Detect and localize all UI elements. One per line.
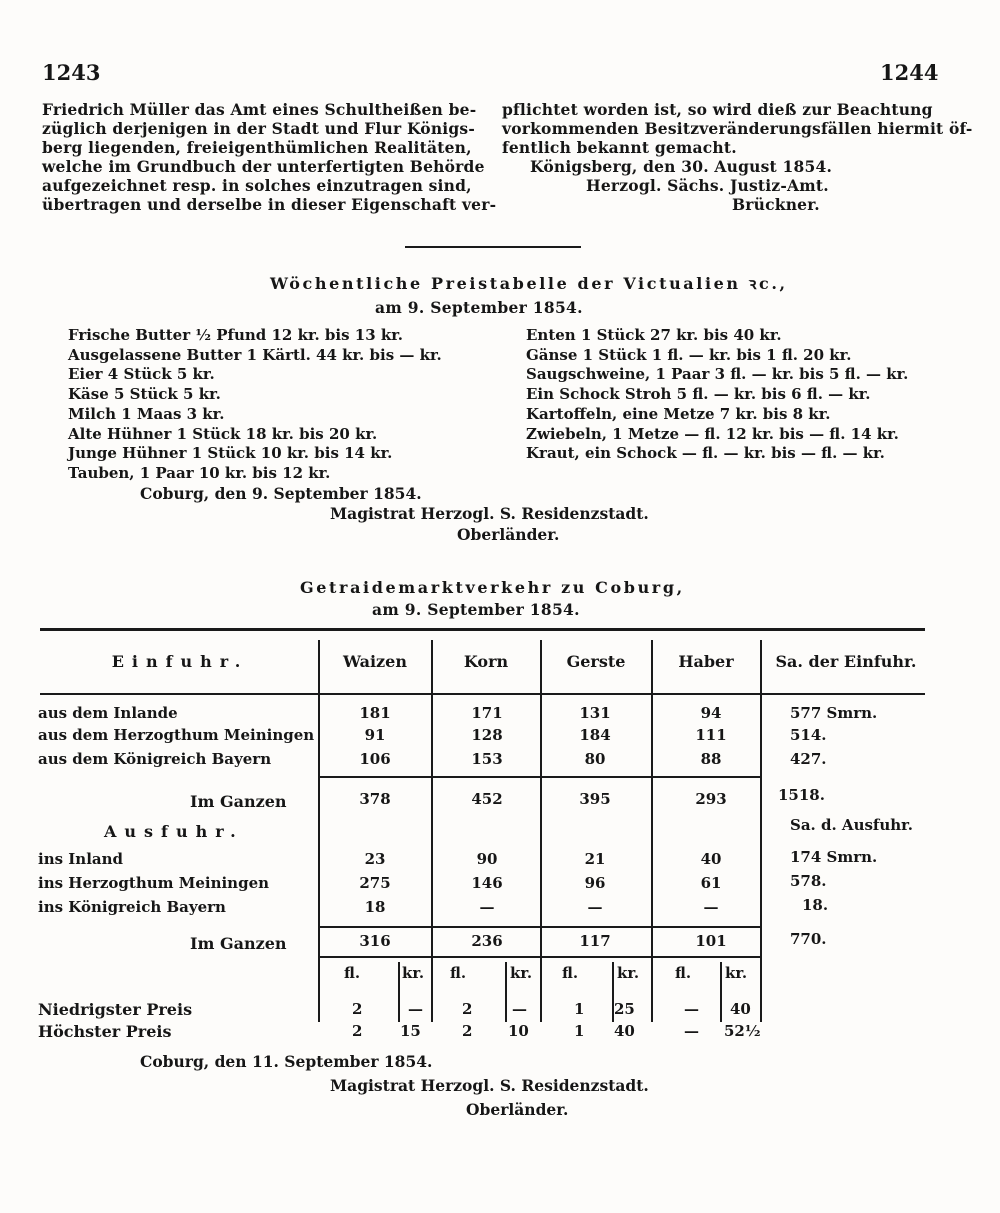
cell-value: 1 xyxy=(574,1000,585,1018)
text-line: fentlich bekannt gemacht. xyxy=(502,138,737,157)
cell-value: 40 xyxy=(730,1000,751,1018)
price-item: Saugschweine, 1 Paar 3 fl. — kr. bis 5 fl. — kr. xyxy=(526,365,909,384)
text-line: welche im Grundbuch der unterfertigten Behörde xyxy=(42,157,485,176)
price-table-authority: Magistrat Herzogl. S. Residenzstadt. xyxy=(330,504,649,523)
cell-value: 2 xyxy=(352,1000,363,1018)
table-header-rule xyxy=(40,693,925,695)
text-line: vorkommenden Besitzveränderungsfällen hiermit öf- xyxy=(502,119,973,138)
cell-value: 395 xyxy=(579,790,611,808)
table-top-rule xyxy=(40,628,925,631)
cell-value: — xyxy=(587,898,603,916)
price-item: Ein Schock Stroh 5 fl. — kr. bis 6 fl. — kr. xyxy=(526,385,871,404)
fl-kr-divider xyxy=(398,962,400,1022)
price-item: Junge Hühner 1 Stück 10 kr. bis 14 kr. xyxy=(68,444,393,463)
cell-value: 153 xyxy=(471,750,503,768)
place-date: Königsberg, den 30. August 1854. xyxy=(530,157,833,176)
unit-label: kr. xyxy=(725,964,748,982)
price-item: Eier 4 Stück 5 kr. xyxy=(68,365,215,384)
intro-left-column xyxy=(42,100,496,214)
subtotal-rule xyxy=(318,926,762,928)
col-divider xyxy=(318,640,320,1022)
cell-value: 88 xyxy=(700,750,722,768)
unit-label: kr. xyxy=(510,964,533,982)
text-line: züglich derjenigen in der Stadt und Flur Königs- xyxy=(42,119,475,138)
grain-table-date: am 9. September 1854. xyxy=(372,600,580,619)
cell-value: 52½ xyxy=(724,1022,761,1040)
cell-value: 91 xyxy=(364,726,386,744)
fl-kr-divider xyxy=(720,962,722,1022)
cell-value: 40 xyxy=(700,850,722,868)
cell-value: 2 xyxy=(462,1000,473,1018)
text-line: aufgezeichnet resp. in solches einzutragen sind, xyxy=(42,176,472,195)
col-divider xyxy=(540,640,542,1022)
cell-value: 117 xyxy=(579,932,611,950)
header-einfuhr: Einfuhr. xyxy=(111,652,249,671)
row-label: aus dem Herzogthum Meiningen xyxy=(38,726,315,744)
cell-value: 2 xyxy=(462,1022,473,1040)
cell-sum: 578. xyxy=(790,872,827,890)
price-item: Alte Hühner 1 Stück 18 kr. bis 20 kr. xyxy=(68,424,378,443)
header-sum: Sa. der Einfuhr. xyxy=(775,652,917,671)
export-total-label: Im Ganzen xyxy=(190,934,287,953)
price-list-left xyxy=(68,326,442,484)
export-total-sum: 770. xyxy=(790,930,827,948)
grain-table-title: Getraidemarktverkehr zu Coburg, xyxy=(300,578,685,597)
price-item: Kartoffeln, eine Metze 7 kr. bis 8 kr. xyxy=(526,404,831,423)
col-divider xyxy=(760,640,762,1022)
cell-value: 293 xyxy=(695,790,727,808)
cell-value: 171 xyxy=(471,704,503,722)
unit-label: fl. xyxy=(562,964,579,982)
cell-sum: 514. xyxy=(790,726,827,744)
cell-value: 378 xyxy=(359,790,391,808)
page-number-right: 1244 xyxy=(880,60,939,85)
price-item: Kraut, ein Schock — fl. — kr. bis — fl. — kr. xyxy=(526,444,885,463)
grain-authority: Magistrat Herzogl. S. Residenzstadt. xyxy=(330,1076,649,1095)
cell-value: 23 xyxy=(364,850,386,868)
subtotal-rule xyxy=(318,956,762,958)
price-item: Gänse 1 Stück 1 fl. — kr. bis 1 fl. 20 kr. xyxy=(526,345,852,364)
cell-value: 96 xyxy=(584,874,606,892)
cell-value: — xyxy=(703,898,719,916)
cell-value: 452 xyxy=(471,790,503,808)
row-label: ins Inland xyxy=(38,850,124,868)
header-waizen: Waizen xyxy=(343,652,407,671)
unit-label: fl. xyxy=(675,964,692,982)
subtotal-rule xyxy=(318,776,762,778)
col-divider xyxy=(431,640,433,1022)
grain-place-date: Coburg, den 11. September 1854. xyxy=(140,1052,433,1071)
cell-value: 131 xyxy=(579,704,611,722)
cell-value: — xyxy=(408,1000,423,1018)
text-line: Friedrich Müller das Amt eines Schultheißen be- xyxy=(42,100,477,119)
text-line: berg liegenden, freieigenthümlichen Realitäten, xyxy=(42,138,472,157)
separator-rule xyxy=(405,246,581,248)
cell-value: 94 xyxy=(700,704,722,722)
cell-value: 128 xyxy=(471,726,503,744)
grain-signer: Oberländer. xyxy=(466,1100,569,1119)
price-item: Käse 5 Stück 5 kr. xyxy=(68,385,221,404)
price-table-place-date: Coburg, den 9. September 1854. xyxy=(140,484,422,503)
price-list-right xyxy=(526,326,908,464)
cell-value: 2 xyxy=(352,1022,363,1040)
export-sum-heading: Sa. d. Ausfuhr. xyxy=(790,816,913,834)
cell-value: — xyxy=(479,898,495,916)
cell-sum: 174 Smrn. xyxy=(790,848,878,866)
cell-value: 90 xyxy=(476,850,498,868)
cell-value: 18 xyxy=(364,898,386,916)
cell-value: 21 xyxy=(584,850,606,868)
cell-value: 106 xyxy=(359,750,391,768)
price-item: Milch 1 Maas 3 kr. xyxy=(68,404,225,423)
cell-value: 101 xyxy=(695,932,727,950)
header-gerste: Gerste xyxy=(566,652,626,671)
cell-value: — xyxy=(684,1022,699,1040)
price-table-signer: Oberländer. xyxy=(457,525,560,544)
row-label: aus dem Inlande xyxy=(38,704,178,722)
price-table-title: Wöchentliche Preistabelle der Victualien ꝛc., xyxy=(270,274,788,293)
text-line: pflichtet worden ist, so wird dieß zur Beachtung xyxy=(502,100,933,119)
cell-value: 316 xyxy=(359,932,391,950)
import-total-label: Im Ganzen xyxy=(190,792,287,811)
cell-sum: 427. xyxy=(790,750,827,768)
import-total-sum: 1518. xyxy=(778,786,825,804)
price-item: Frische Butter ½ Pfund 12 kr. bis 13 kr. xyxy=(68,326,404,344)
cell-value: 80 xyxy=(584,750,606,768)
export-heading: Ausfuhr. xyxy=(104,822,244,841)
text-line: übertragen und derselbe in dieser Eigenschaft ver- xyxy=(42,195,497,214)
page-number-left: 1243 xyxy=(42,60,101,85)
cell-value: 40 xyxy=(614,1022,635,1040)
header-haber: Haber xyxy=(678,652,734,671)
row-label-max-price: Höchster Preis xyxy=(38,1022,172,1041)
intro-right-column xyxy=(502,100,972,214)
row-label-min-price: Niedrigster Preis xyxy=(38,1000,193,1019)
cell-value: 181 xyxy=(359,704,391,722)
authority: Herzogl. Sächs. Justiz-Amt. xyxy=(586,176,829,195)
fl-kr-divider xyxy=(505,962,507,1022)
cell-value: 61 xyxy=(700,874,722,892)
row-label: ins Herzogthum Meiningen xyxy=(38,874,270,892)
cell-sum: 577 Smrn. xyxy=(790,704,878,722)
unit-label: kr. xyxy=(402,964,425,982)
cell-value: 25 xyxy=(614,1000,635,1018)
unit-label: fl. xyxy=(450,964,467,982)
cell-value: 184 xyxy=(579,726,611,744)
cell-value: — xyxy=(684,1000,699,1018)
price-item: Enten 1 Stück 27 kr. bis 40 kr. xyxy=(526,326,782,344)
cell-value: — xyxy=(512,1000,527,1018)
cell-value: 236 xyxy=(471,932,503,950)
price-table-date: am 9. September 1854. xyxy=(375,298,583,317)
cell-value: 15 xyxy=(400,1022,421,1040)
col-divider xyxy=(651,640,653,1022)
price-item: Zwiebeln, 1 Metze — fl. 12 kr. bis — fl. 14 kr. xyxy=(526,424,899,443)
cell-value: 275 xyxy=(359,874,391,892)
cell-value: 111 xyxy=(695,726,727,744)
header-korn: Korn xyxy=(463,652,509,671)
cell-value: 146 xyxy=(471,874,503,892)
row-label: ins Königreich Bayern xyxy=(38,898,226,916)
cell-value: 10 xyxy=(508,1022,529,1040)
price-item: Ausgelassene Butter 1 Kärtl. 44 kr. bis — kr. xyxy=(68,345,442,364)
signer: Brückner. xyxy=(732,195,820,214)
unit-label: fl. xyxy=(344,964,361,982)
price-item: Tauben, 1 Paar 10 kr. bis 12 kr. xyxy=(68,463,331,482)
cell-sum: 18. xyxy=(802,896,829,914)
unit-label: kr. xyxy=(617,964,640,982)
row-label: aus dem Königreich Bayern xyxy=(38,750,272,768)
cell-value: 1 xyxy=(574,1022,585,1040)
